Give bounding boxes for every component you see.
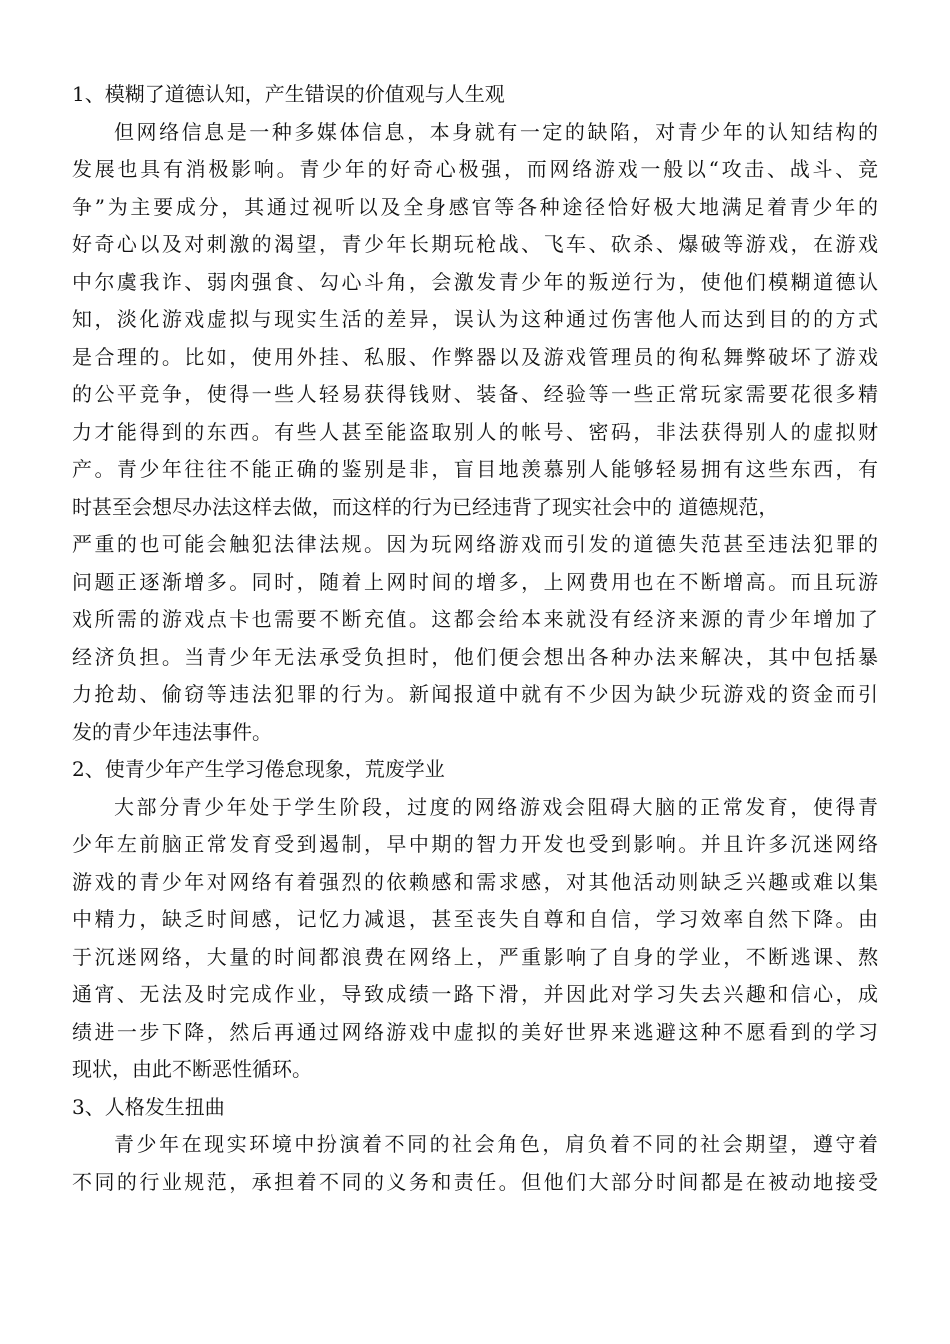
- paragraph-line: 是合理的。比如，使用外挂、私服、作弊器以及游戏管理员的徇私舞弊破坏了游戏: [72, 344, 878, 369]
- document-page: [72, 76, 878, 1201]
- section-heading: 2、使青少年产生学习倦怠现象，荒废学业: [72, 757, 445, 781]
- paragraph-line: 不同的行业规范，承担着不同的义务和责任。但他们大部分时间都是在被动地接受: [72, 1169, 878, 1194]
- paragraph-line: 于沉迷网络，大量的时间都浪费在网络上，严重影响了自身的学业，不断逃课、熬: [72, 944, 878, 969]
- paragraph-line: 青少年在现实环境中扮演着不同的社会角色，肩负着不同的社会期望，遵守着: [114, 1132, 878, 1156]
- paragraph-line: 争”为主要成分，其通过视听以及全身感官等各种途径恰好极大地满足着青少年的: [72, 194, 878, 219]
- paragraph-line: 大部分青少年处于学生阶段，过度的网络游戏会阻碍大脑的正常发育，使得青: [114, 794, 878, 819]
- paragraph-line: 但网络信息是一种多媒体信息，本身就有一定的缺陷，对青少年的认知结构的: [114, 119, 878, 144]
- paragraph-line: 现状，由此不断恶性循环。: [72, 1057, 312, 1081]
- paragraph-line: 少年左前脑正常发育受到遏制，早中期的智力开发也受到影响。并且许多沉迷网络: [72, 832, 878, 856]
- paragraph-line: 产。青少年往往不能正确的鉴别是非，盲目地羡慕别人能够轻易拥有这些东西，有: [72, 457, 878, 481]
- paragraph-line: 力才能得到的东西。有些人甚至能盗取别人的帐号、密码，非法获得别人的虚拟财: [72, 419, 878, 444]
- paragraph-line: 游戏的青少年对网络有着强烈的依赖感和需求感，对其他活动则缺乏兴趣或难以集: [72, 869, 878, 894]
- paragraph-line: 时甚至会想尽办法这样去做，而这样的行为已经违背了现实社会中的 道德规范，: [72, 494, 779, 519]
- paragraph-line: 力抢劫、偷窃等违法犯罪的行为。新闻报道中就有不少因为缺少玩游戏的资金而引: [72, 682, 878, 706]
- paragraph-line: 发的青少年违法事件。: [72, 719, 272, 744]
- paragraph-line: 绩进一步下降，然后再通过网络游戏中虚拟的美好世界来逃避这种不愿看到的学习: [72, 1019, 878, 1044]
- paragraph-line: 中尔虞我诈、弱肉强食、勾心斗角，会激发青少年的叛逆行为，使他们模糊道德认: [72, 269, 878, 294]
- paragraph-line: 知，淡化游戏虚拟与现实生活的差异，误认为这种通过伤害他人而达到目的的方式: [72, 307, 878, 331]
- paragraph-line: 戏所需的游戏点卡也需要不断充值。这都会给本来就没有经济来源的青少年增加了: [72, 607, 878, 631]
- paragraph-line: 通宵、无法及时完成作业，导致成绩一路下滑，并因此对学习失去兴趣和信心，成: [72, 982, 878, 1006]
- paragraph-line: 经济负担。当青少年无法承受负担时，他们便会想出各种办法来解决，其中包括暴: [72, 644, 878, 669]
- paragraph-line: 问题正逐渐增多。同时，随着上网时间的增多，上网费用也在不断增高。而且玩游: [72, 569, 878, 594]
- paragraph-line: 中精力，缺乏时间感，记忆力减退，甚至丧失自尊和自信，学习效率自然下降。由: [72, 907, 878, 931]
- section-heading: 1、模糊了道德认知，产生错误的价值观与人生观: [72, 82, 505, 106]
- paragraph-line: 发展也具有消极影响。青少年的好奇心极强，而网络游戏一般以“攻击、战斗、竞: [72, 157, 878, 181]
- paragraph-line: 好奇心以及对刺激的渴望，青少年长期玩枪战、飞车、砍杀、爆破等游戏，在游戏: [72, 232, 878, 256]
- paragraph-line: 的公平竞争，使得一些人轻易获得钱财、装备、经验等一些正常玩家需要花很多精: [72, 382, 878, 406]
- paragraph-line: 严重的也可能会触犯法律法规。因为玩网络游戏而引发的道德失范甚至违法犯罪的: [72, 532, 878, 556]
- section-heading: 3、人格发生扭曲: [72, 1094, 225, 1119]
